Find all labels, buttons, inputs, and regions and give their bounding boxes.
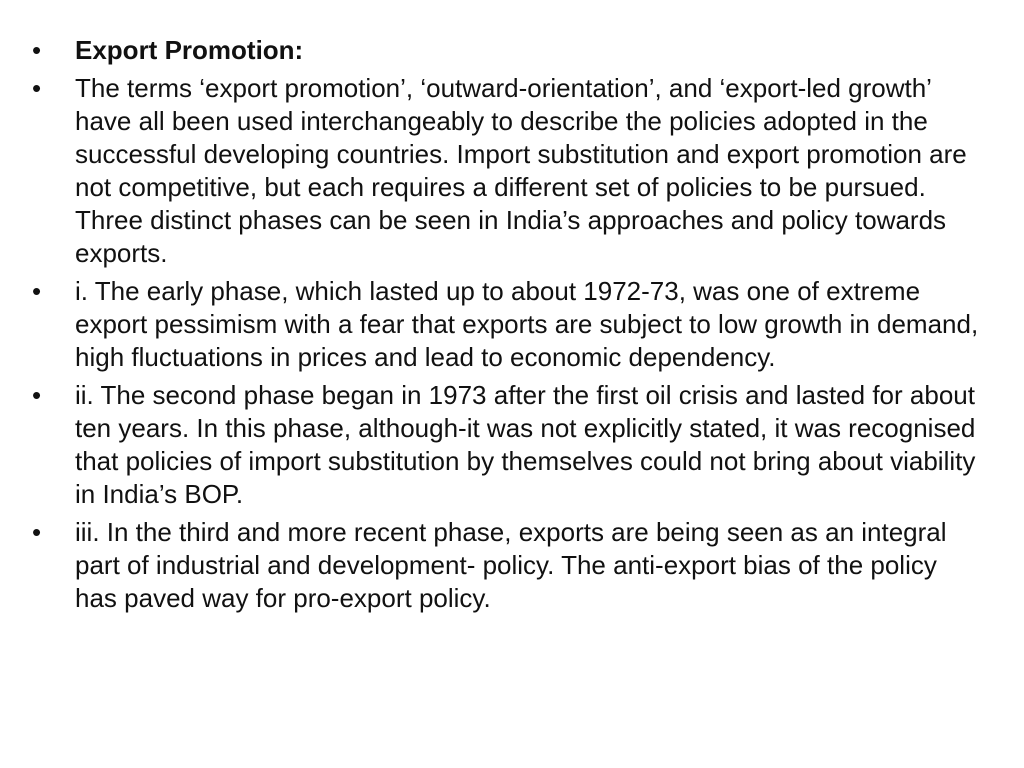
bullet-text: iii. In the third and more recent phase, exports are being seen as an integral part of industrial and development- policy. The anti-export bias of the policy has paved way for pro-export policy.	[75, 517, 947, 613]
heading-text: Export Promotion:	[75, 35, 304, 65]
bullet-list	[30, 34, 980, 620]
bullet-phase-three	[30, 516, 980, 615]
bullet-point-icon: •	[32, 73, 42, 103]
bullet-phase-two	[30, 379, 980, 511]
bullet-text: ii. The second phase began in 1973 after the first oil crisis and lasted for about ten years. In this phase, although-it was not explicitly stated, it was recognised that policies of import substitution by themselves could not bring about viability in India’s BOP.	[75, 380, 976, 509]
bullet-text: The terms ‘export promotion’, ‘outward-orientation’, and ‘export-led growth’ have all been used interchangeably to describe the policies adopted in the successful developing countries. Import substitution and export promotion are not competitive, but each requires a different set of policies to be pursued. Three distinct phases can be seen in India’s approaches and policy towards exports.	[75, 73, 967, 268]
bullet-phase-one	[30, 275, 980, 374]
bullet-point-icon: •	[32, 380, 42, 410]
bullet-text: i. The early phase, which lasted up to about 1972-73, was one of extreme export pessimism with a fear that exports are subject to low growth in demand, high fluctuations in prices and lead to economic dependency.	[75, 276, 979, 372]
bullet-point-icon: •	[32, 517, 42, 547]
bullet-intro	[30, 72, 980, 270]
bullet-point-icon: •	[32, 276, 42, 306]
bullet-point-icon: •	[32, 35, 42, 65]
bullet-heading-export-promotion	[30, 34, 980, 67]
